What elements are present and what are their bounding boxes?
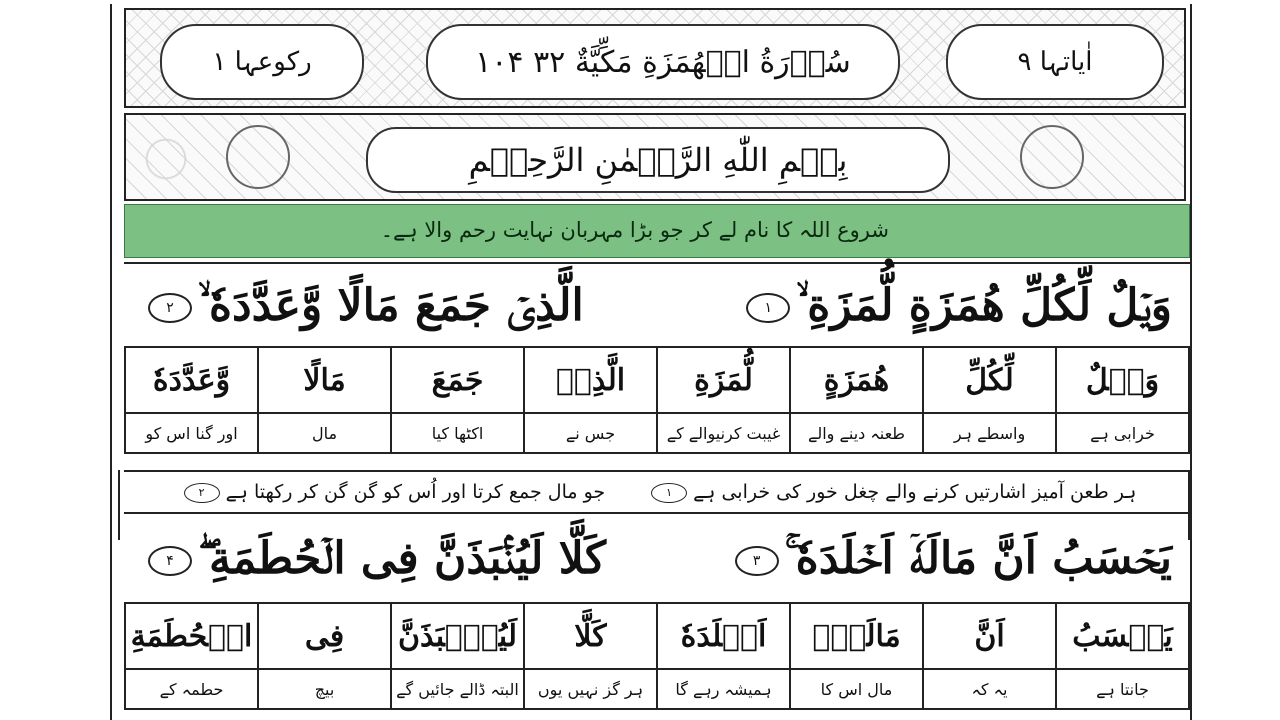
arabic-word: لَيُنۡۢبَذَنَّ (391, 603, 524, 669)
urdu-meaning: مال (258, 413, 391, 453)
urdu-meaning: طعنہ دینے والے (790, 413, 923, 453)
urdu-meaning: جس نے (524, 413, 657, 453)
verse-3-text: يَحۡسَبُ اَنَّ مَالَهٗۤ اَخۡلَدَهٗ ۚ۳ (729, 533, 1172, 584)
verse-number-marker: ۴ (148, 546, 192, 576)
arabic-word: يَحۡسَبُ (1056, 603, 1189, 669)
urdu-meaning: غیبت کرنیوالے کے (657, 413, 790, 453)
arabic-word: لُّمَزَةِ (657, 347, 790, 413)
ornament-left (226, 125, 290, 189)
ayat-count: اٰیاتہا ۹ (946, 24, 1164, 100)
urdu-meaning: واسطے ہر (923, 413, 1056, 453)
surah-title: ۱۰۴ سُوۡرَةُ الۡهُمَزَةِ مَكِّيَّةٌ ۳۲ (426, 24, 900, 100)
arabic-word: وَيۡلٌ (1056, 347, 1189, 413)
arabic-word: فِى (258, 603, 391, 669)
urdu-meaning: جانتا ہے (1056, 669, 1189, 709)
verse-number-marker: ۱ (651, 483, 687, 503)
bismillah-text: بِسۡمِ اللّٰهِ الرَّحۡمٰنِ الرَّحِيۡمِ (366, 127, 950, 193)
verse-line-1 (124, 262, 1190, 346)
summary-part-1: ہر طعن آمیز اشارتیں کرنے والے چغل خور کی خرابی ہے۱ (645, 481, 1136, 503)
urdu-meaning-row (125, 413, 1189, 453)
urdu-meaning: مال اس کا (790, 669, 923, 709)
arabic-word: اَنَّ (923, 603, 1056, 669)
word-by-word-table-2 (124, 602, 1190, 710)
left-margin-strip (108, 470, 120, 540)
arabic-word: مَالًا (258, 347, 391, 413)
urdu-meaning: ہر گز نہیں یوں (524, 669, 657, 709)
bismillah-translation: شروع اللہ کا نام لے کر جو بڑا مہربان نہایت رحم والا ہے۔ (380, 218, 889, 243)
arabic-word: الَّذِىۡ (524, 347, 657, 413)
urdu-meaning: البتہ ڈالے جائیں گے (391, 669, 524, 709)
ornament-right (1020, 125, 1084, 189)
word-by-word-table-1 (124, 346, 1190, 454)
arabic-word: وَّعَدَّدَهٗ (125, 347, 258, 413)
arabic-word: اَخۡلَدَهٗ (657, 603, 790, 669)
urdu-meaning-row (125, 669, 1189, 709)
arabic-words-row (125, 603, 1189, 669)
bismillah-header (124, 113, 1186, 201)
urdu-meaning: یہ کہ (923, 669, 1056, 709)
arabic-words-row (125, 347, 1189, 413)
verse-1-text: وَيۡلٌ لِّكُلِّ هُمَزَةٍ لُّمَزَةِ ۙ۱ (740, 280, 1172, 331)
arabic-word: لِّكُلِّ (923, 347, 1056, 413)
arabic-word: كَلَّا (524, 603, 657, 669)
surah-header (124, 8, 1186, 108)
arabic-word: الۡحُطَمَةِ (125, 603, 258, 669)
urdu-meaning: حطمہ کے (125, 669, 258, 709)
urdu-meaning: اور گنا اس کو (125, 413, 258, 453)
summary-translation-line (124, 470, 1190, 514)
urdu-meaning: اکٹھا کیا (391, 413, 524, 453)
verse-4-text: كَلَّا لَيُنۡۢبَذَنَّ فِى الۡحُطَمَةِ ۖ۴ (142, 533, 606, 584)
verse-line-2 (124, 516, 1190, 600)
verse-number-marker: ۲ (148, 293, 192, 323)
bismillah-translation-banner (124, 204, 1190, 258)
arabic-word: هُمَزَةٍ (790, 347, 923, 413)
verse-number-marker: ۳ (735, 546, 779, 576)
urdu-meaning: خرابی ہے (1056, 413, 1189, 453)
summary-part-2: جو مال جمع کرتا اور اُس کو گن گن کر رکھتا ہے۲ (178, 481, 606, 503)
urdu-meaning: ہمیشہ رہے گا (657, 669, 790, 709)
arabic-word: مَالَهٗۤ (790, 603, 923, 669)
verse-number-marker: ۱ (746, 293, 790, 323)
verse-number-marker: ۲ (184, 483, 220, 503)
ruku-count: رکوعہا ۱ (160, 24, 364, 100)
arabic-word: جَمَعَ (391, 347, 524, 413)
urdu-meaning: بیچ (258, 669, 391, 709)
verse-2-text: الَّذِىۡ جَمَعَ مَالًا وَّعَدَّدَهٗ ۙ۲ (142, 280, 584, 331)
